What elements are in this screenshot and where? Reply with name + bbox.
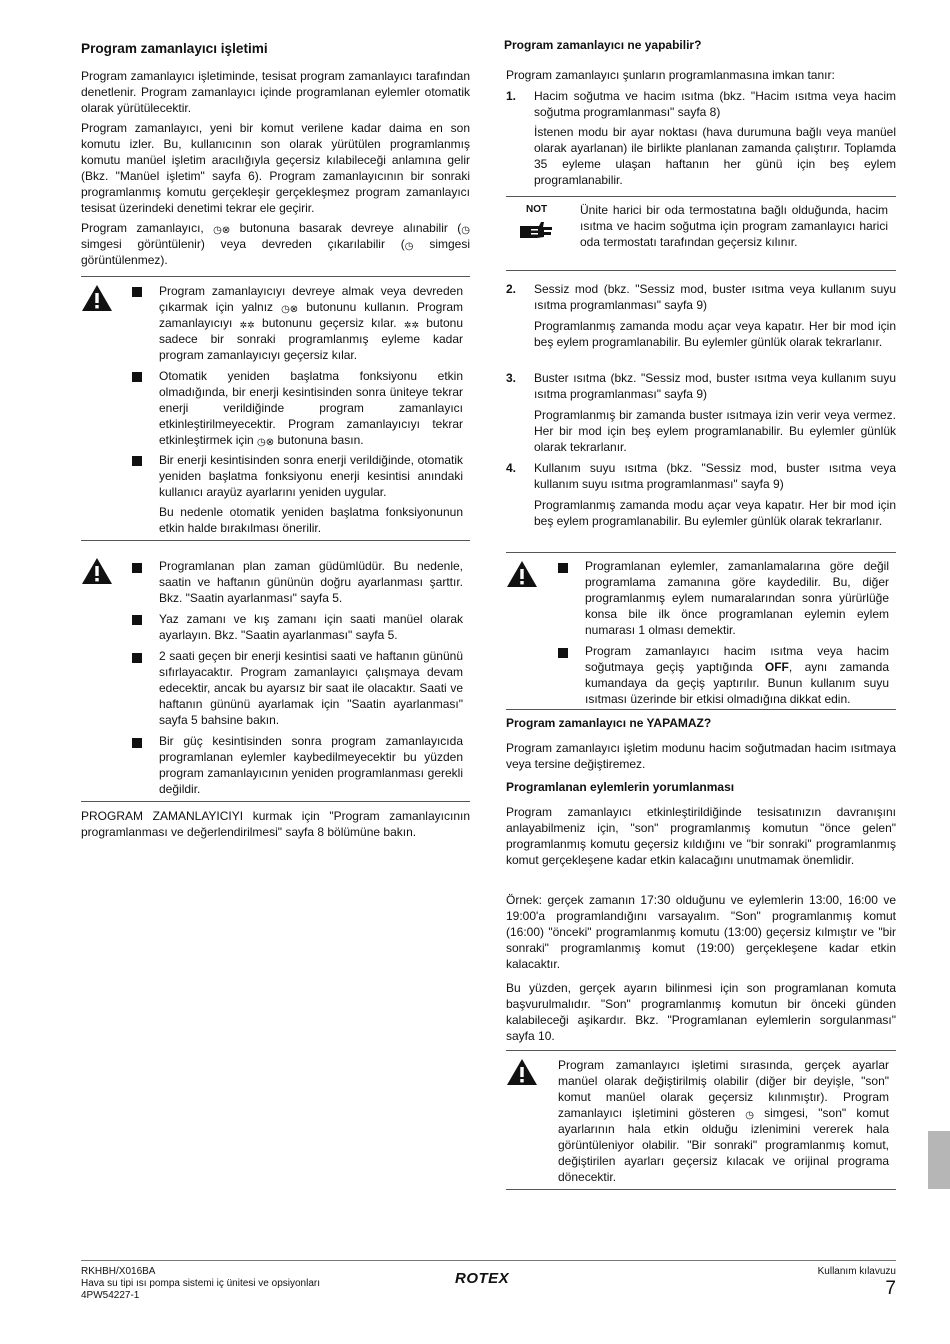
paragraph: Bu yüzden, gerçek ayarın bilinmesi için son programlanan komuta başvurulmalıdır. "Son" programlanmış komutun bir önceki günden kalabileceği aşikardır. Bkz. "Programlanan eylemlerin sorgulanması" sayfa 10.: [506, 981, 896, 1043]
timer-button-icon: ◷⊗: [213, 225, 231, 236]
bullet-text: Program zamanlayıcı hacim ısıtma veya hacim soğutmaya geçiş yaptığında OFF, aynı zamanda kumandaya da geçiş yaptırılır. Bunun kullanım suyu ısıtması üzerinde bir etkisi olmadığına dikkat edin.: [585, 644, 889, 706]
bullet-text: Bir güç kesintisinden sonra program zamanlayıcıda programlanan eylemler kaybedilmeyecektir bu yüzden program zamanlayıcının yeniden programlanması gerekli değildir.: [159, 734, 463, 796]
list-number: 1.: [506, 89, 517, 103]
bullet-text: Programlanan plan zaman güdümlüdür. Bu nedenle, saatin ve haftanın gününün doğru ayarlanması şarttır. Bkz. "Saatin ayarlanması" sayfa 5.: [159, 559, 463, 605]
list-number: 3.: [506, 371, 517, 385]
bullet: [132, 738, 142, 748]
bullet-text: Program zamanlayıcıyı devreye almak veya devreden çıkarmak için yalnız ◷⊗ butonunu kullanın. Program zamanlayıcıyı ✲✲ butonunu geçersiz kılar. ✲✲ butonu sadece bir sonraki programlanmış eyleme kadar program zamanlayıcıyı geçersiz kılar.: [159, 284, 463, 362]
bullet-text: 2 saati geçen bir enerji kesintisi saati ve haftanın gününü sıfırlayacaktır. Program zamanlayıcı çalışmaya devam edecektir, ancak bu ayarsız bir saat ile olacaktır. Saati ve haftanın gününü ayarlamak için "Saatin ayarlanması" sayfa 5 bahsine bakın.: [159, 649, 463, 727]
warning-box: [81, 276, 470, 540]
warning-box: [81, 549, 470, 801]
list-item: Kullanım suyu ısıtma (bkz. "Sessiz mod, buster ısıtma veya kullanım suyu ısıtma programlanması" sayfa 9): [534, 461, 896, 491]
footer-doc-code: RKHBH/X016BA: [81, 1266, 156, 1277]
clock-icon: ◷: [461, 225, 470, 236]
section-heading: Program zamanlayıcı ne yapabilir?: [504, 38, 702, 52]
warning-text: Program zamanlayıcı işletimi sırasında, gerçek ayarlar manüel olarak değiştirilmiş olabilir (diğer bir deyişle, "son" komut manüel olarak geçersiz kılınmıştır). Program zamanlayıcı işletimini gösteren ◷ simgesi, "son" komut ayarlarının hala etkin olduğu izlenimini vererek hala görüntüleniyor olabilir. "Bir sonraki" programlanmış komut, değiştirilen ayarları geçersiz kılacak ve orijinal programa dönecektir.: [558, 1058, 889, 1184]
bullet-text: Yaz zamanı ve kış zamanı için saati manüel olarak ayarlayın. Bkz. "Saatin ayarlanması" sayfa 5.: [159, 612, 463, 642]
warning-icon: [81, 557, 113, 585]
page-number: 7: [885, 1278, 896, 1299]
paragraph: Örnek: gerçek zamanın 17:30 olduğunu ve eylemlerin 13:00, 16:00 ve 19:00'a programlandığını varsayalım. "Son" programlanmış komut (16:00) "önceki" programlanmış komutu (13:00) geçersiz kılmıştır ve "bir sonraki" programlanmış komut (19:00) gerçekleşene kadar etkin kalacaktır.: [506, 893, 896, 971]
warning-box: [506, 1050, 896, 1189]
paragraph: Program zamanlayıcı şunların programlanmasına imkan tanır:: [506, 68, 835, 82]
list-item: Hacim soğutma ve hacim ısıtma (bkz. "Hacim ısıtma veya hacim soğutma programlanması" sayfa 8): [534, 89, 896, 119]
timer-button-icon: ◷⊗: [281, 304, 299, 315]
bullet-text: Otomatik yeniden başlatma fonksiyonu etkin olmadığında, bir enerji kesintisinden sonra üniteye tekrar enerji verildiğinde program zamanlayıcı etkinleştirilmeyecektir. Program zamanlayıcıyı tekrar etkinleştirmek için ◷⊗ butonuna basın.: [159, 369, 463, 448]
bullet-text: Bir enerji kesintisinden sonra enerji verildiğinde, otomatik yeniden başlatma fonksiyonu enerji kesintisi anındaki kullanıcı arayüz ayarlarını yeniden uygular.: [159, 453, 463, 499]
chapter-tab: [928, 1131, 950, 1189]
paragraph: PROGRAM ZAMANLAYICIYI kurmak için "Program zamanlayıcının programlanması ve değerlendirilmesi" sayfa 8 bölümüne bakın.: [81, 809, 470, 839]
quiet-mode-icon: ✲✲: [403, 320, 420, 330]
bullet: [132, 563, 142, 573]
divider: [506, 270, 896, 271]
list-item-description: İstenen modu bir ayar noktası (hava durumuna bağlı veya manüel olarak ayarlanan) ile birlikte planlanan zamanda çalıştırır. Toplamda 35 eyleme ulaşan haftanın her günü için beş eylem programlanabilir.: [534, 125, 896, 187]
bullet: [132, 653, 142, 663]
note-hand-icon: [519, 220, 553, 240]
list-item-description: Programlanmış bir zamanda buster ısıtmaya izin verir veya vermez. Her bir mod için beş eylem programlanabilir. Bu eylemler günlük olarak tekrarlanır.: [534, 408, 896, 454]
divider: [506, 1189, 896, 1190]
bullet: [132, 372, 142, 382]
section-title: Program zamanlayıcı işletimi: [81, 41, 268, 56]
bullet: [132, 615, 142, 625]
divider: [506, 709, 896, 710]
note-box: [506, 196, 896, 270]
warning-icon: [506, 1058, 538, 1086]
divider: [81, 801, 470, 802]
note-label: NOT: [526, 204, 548, 215]
list-item: Buster ısıtma (bkz. "Sessiz mod, buster ısıtma veya kullanım suyu ısıtma programlanması" sayfa 9): [534, 371, 896, 401]
bullet: [558, 563, 568, 573]
brand-logo: ROTEX: [455, 1270, 510, 1287]
footer-divider: [81, 1260, 896, 1261]
divider: [81, 540, 470, 541]
bullet-text: Programlanan eylemler, zamanlamalarına göre değil programlama zamanına göre kaydedilir. Bu, diğer programlanmış eylem numaralarından sonra yürürlüğe konsa bile ilk önce programlanan eylemin eylem numarası 1 olması demektir.: [585, 559, 889, 637]
timer-button-icon: ◷⊗: [257, 437, 275, 448]
warning-icon: [81, 284, 113, 312]
footer-manual-type: Kullanım kılavuzu: [817, 1266, 896, 1277]
paragraph: Program zamanlayıcı, ◷⊗ butonuna basarak devreye alınabilir (◷ simgesi görüntülenir) veya devreden çıkarılabilir (◷ simgesi görüntülenmez).: [81, 221, 470, 267]
clock-icon: ◷: [745, 1110, 754, 1121]
warning-box: [506, 552, 896, 709]
section-heading: Program zamanlayıcı ne YAPAMAZ?: [506, 716, 712, 730]
quiet-mode-icon: ✲✲: [239, 320, 255, 330]
list-item: Sessiz mod (bkz. "Sessiz mod, buster ısıtma veya kullanım suyu ısıtma programlanması" sayfa 9): [534, 282, 896, 312]
bullet: [558, 648, 568, 658]
bullet: [132, 287, 142, 297]
clock-icon: ◷: [404, 241, 414, 252]
paragraph: Program zamanlayıcı işletim modunu hacim soğutmadan hacim ısıtmaya veya tersine değiştiremez.: [506, 741, 896, 771]
list-number: 4.: [506, 461, 517, 475]
paragraph: Program zamanlayıcı işletiminde, tesisat program zamanlayıcı tarafından denetlenir. Program zamanlayıcı içinde programlanan eylemler otomatik olarak yürütülecektir.: [81, 69, 470, 115]
list-item-description: Programlanmış zamanda modu açar veya kapatır. Her bir mod için beş eylem programlanabilir. Bu eylemler günlük olarak tekrarlanır.: [534, 319, 896, 349]
footer-description: Hava su tipi ısı pompa sistemi iç ünitesi ve opsiyonları: [81, 1278, 320, 1289]
bullet-text: Bu nedenle otomatik yeniden başlatma fonksiyonunun etkin halde bırakılması önerilir.: [159, 505, 463, 535]
warning-icon: [506, 560, 538, 588]
bullet: [132, 456, 142, 466]
list-number: 2.: [506, 282, 517, 296]
paragraph: Program zamanlayıcı etkinleştirildiğinde tesisatınızın davranışını anlayabilmeniz için, "son" programlanmış komutun "önce gelen" programlanmış komutu geçersiz kıldığını ve "bir sonraki" programlanmış komut gerçekleşene kadar etkin kalacağını unutmamak önemlidir.: [506, 805, 896, 867]
list-item-description: Programlanmış zamanda modu açar veya kapatır. Her bir mod için beş eylem programlanabilir. Bu eylemler günlük olarak tekrarlanır.: [534, 498, 896, 528]
section-heading: Programlanan eylemlerin yorumlanması: [506, 780, 735, 794]
paragraph: Program zamanlayıcı, yeni bir komut verilene kadar daima en son komutu izler. Bu, kullanıcının son olarak yürütülen programlanmış komutu manüel işletim aracılığıyla geçersiz kılabileceği anlamına gelir (Bkz. "Manüel işletim" sayfa 6). Program zamanlayıcının bir sonraki programlanmış komutu gerçekleşir gerçekleşmez program zamanlayıcı tesisat üzerindeki denetimi tekrar ele geçirir.: [81, 121, 470, 215]
note-text: Ünite harici bir oda termostatına bağlı olduğunda, hacim ısıtma ve hacim soğutma için program zamanlayıcı harici oda termostatı tarafından geçersiz kılınır.: [580, 203, 888, 249]
footer-doc-number: 4PW54227-1: [81, 1290, 140, 1301]
